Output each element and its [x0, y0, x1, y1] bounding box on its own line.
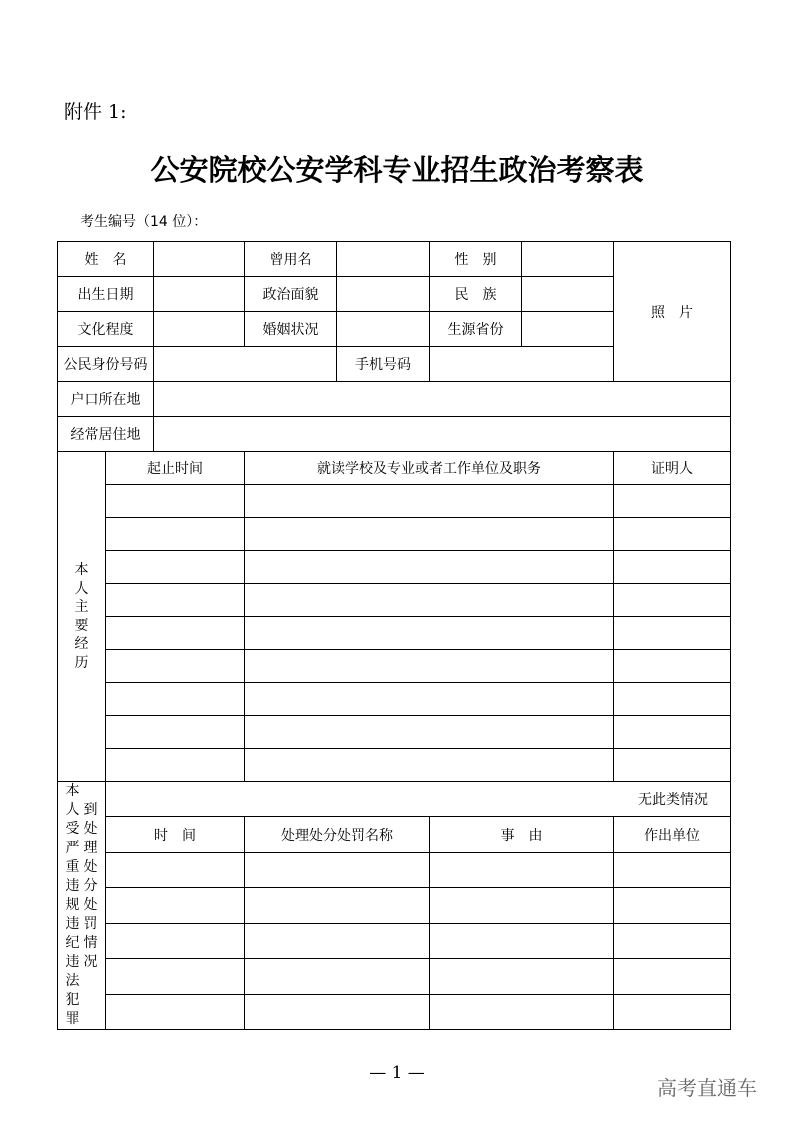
discipline-time-cell[interactable] — [106, 994, 245, 1029]
ethnicity-label: 民 族 — [430, 277, 522, 312]
experience-school-cell[interactable] — [245, 650, 614, 683]
discipline-time-cell[interactable] — [106, 888, 245, 923]
experience-witness-cell[interactable] — [614, 749, 731, 782]
id-number-field[interactable] — [154, 347, 337, 382]
residence-label: 经常居住地 — [58, 417, 154, 452]
experience-period-cell[interactable] — [106, 650, 245, 683]
discipline-authority-cell[interactable] — [614, 959, 731, 994]
discipline-penalty-cell[interactable] — [245, 888, 430, 923]
education-label: 文化程度 — [58, 312, 154, 347]
name-field[interactable] — [154, 242, 245, 277]
discipline-reason-cell[interactable] — [430, 852, 614, 887]
attachment-label: 附件 1: — [64, 101, 127, 123]
discipline-penalty-cell[interactable] — [245, 994, 430, 1029]
experience-witness-cell[interactable] — [614, 518, 731, 551]
former-name-field[interactable] — [337, 242, 430, 277]
exam-number-label: 考生编号（14 位）： — [80, 214, 208, 230]
experience-witness-cell[interactable] — [614, 485, 731, 518]
discipline-authority-cell[interactable] — [614, 852, 731, 887]
ethnicity-field[interactable] — [522, 277, 614, 312]
discipline-authority-cell[interactable] — [614, 888, 731, 923]
experience-header-period: 起止时间 — [106, 452, 245, 485]
form-title: 公安院校公安学科专业招生政治考察表 — [150, 153, 644, 187]
experience-period-cell[interactable] — [106, 617, 245, 650]
discipline-reason-cell[interactable] — [430, 923, 614, 958]
experience-section-label: 本人主要经历 — [58, 452, 106, 782]
origin-province-field[interactable] — [522, 312, 614, 347]
phone-label: 手机号码 — [337, 347, 430, 382]
gender-label: 性 别 — [430, 242, 522, 277]
experience-school-cell[interactable] — [245, 617, 614, 650]
discipline-time-cell[interactable] — [106, 959, 245, 994]
experience-period-cell[interactable] — [106, 749, 245, 782]
experience-period-cell[interactable] — [106, 683, 245, 716]
discipline-time-cell[interactable] — [106, 852, 245, 887]
hukou-field[interactable] — [154, 382, 731, 417]
discipline-reason-cell[interactable] — [430, 994, 614, 1029]
experience-witness-cell[interactable] — [614, 716, 731, 749]
birth-date-label: 出生日期 — [58, 277, 154, 312]
former-name-label: 曾用名 — [245, 242, 337, 277]
watermark: 高考直通车 — [657, 1076, 757, 1100]
marital-status-field[interactable] — [337, 312, 430, 347]
experience-school-cell[interactable] — [245, 584, 614, 617]
phone-field[interactable] — [430, 347, 614, 382]
discipline-label-col1: 本人受严重违规违纪违法犯罪 — [65, 783, 80, 1027]
discipline-reason-cell[interactable] — [430, 888, 614, 923]
discipline-authority-cell[interactable] — [614, 994, 731, 1029]
experience-school-cell[interactable] — [245, 551, 614, 584]
experience-school-cell[interactable] — [245, 716, 614, 749]
discipline-header-reason: 事 由 — [430, 817, 614, 852]
experience-period-cell[interactable] — [106, 551, 245, 584]
experience-period-cell[interactable] — [106, 518, 245, 551]
experience-witness-cell[interactable] — [614, 551, 731, 584]
discipline-penalty-cell[interactable] — [245, 923, 430, 958]
id-number-label: 公民身份号码 — [58, 347, 154, 382]
discipline-penalty-cell[interactable] — [245, 852, 430, 887]
discipline-header-penalty: 处理处分处罚名称 — [245, 817, 430, 852]
residence-field[interactable] — [154, 417, 731, 452]
discipline-label-col2: 到处理处分处罚情况 — [83, 802, 98, 970]
birth-date-field[interactable] — [154, 277, 245, 312]
discipline-reason-cell[interactable] — [430, 959, 614, 994]
marital-status-label: 婚姻状况 — [245, 312, 337, 347]
hukou-label: 户口所在地 — [58, 382, 154, 417]
experience-witness-cell[interactable] — [614, 650, 731, 683]
photo-box[interactable]: 照 片 — [614, 242, 731, 382]
discipline-header-time: 时 间 — [106, 817, 245, 852]
experience-witness-cell[interactable] — [614, 584, 731, 617]
gender-field[interactable] — [522, 242, 614, 277]
experience-period-cell[interactable] — [106, 485, 245, 518]
experience-period-cell[interactable] — [106, 716, 245, 749]
education-field[interactable] — [154, 312, 245, 347]
experience-school-cell[interactable] — [245, 683, 614, 716]
political-review-form — [57, 241, 731, 1030]
name-label: 姓 名 — [58, 242, 154, 277]
discipline-section-label — [58, 782, 106, 1030]
discipline-penalty-cell[interactable] — [245, 959, 430, 994]
experience-header-witness: 证明人 — [614, 452, 731, 485]
discipline-header-authority: 作出单位 — [614, 817, 731, 852]
experience-witness-cell[interactable] — [614, 683, 731, 716]
no-such-case-checkbox[interactable]: 无此类情况 — [106, 782, 731, 817]
experience-school-cell[interactable] — [245, 518, 614, 551]
experience-header-school: 就读学校及专业或者工作单位及职务 — [245, 452, 614, 485]
page-number: — 1 — — [369, 1063, 425, 1083]
discipline-authority-cell[interactable] — [614, 923, 731, 958]
discipline-time-cell[interactable] — [106, 923, 245, 958]
political-status-label: 政治面貌 — [245, 277, 337, 312]
experience-school-cell[interactable] — [245, 485, 614, 518]
experience-witness-cell[interactable] — [614, 617, 731, 650]
origin-province-label: 生源省份 — [430, 312, 522, 347]
experience-school-cell[interactable] — [245, 749, 614, 782]
political-status-field[interactable] — [337, 277, 430, 312]
experience-period-cell[interactable] — [106, 584, 245, 617]
